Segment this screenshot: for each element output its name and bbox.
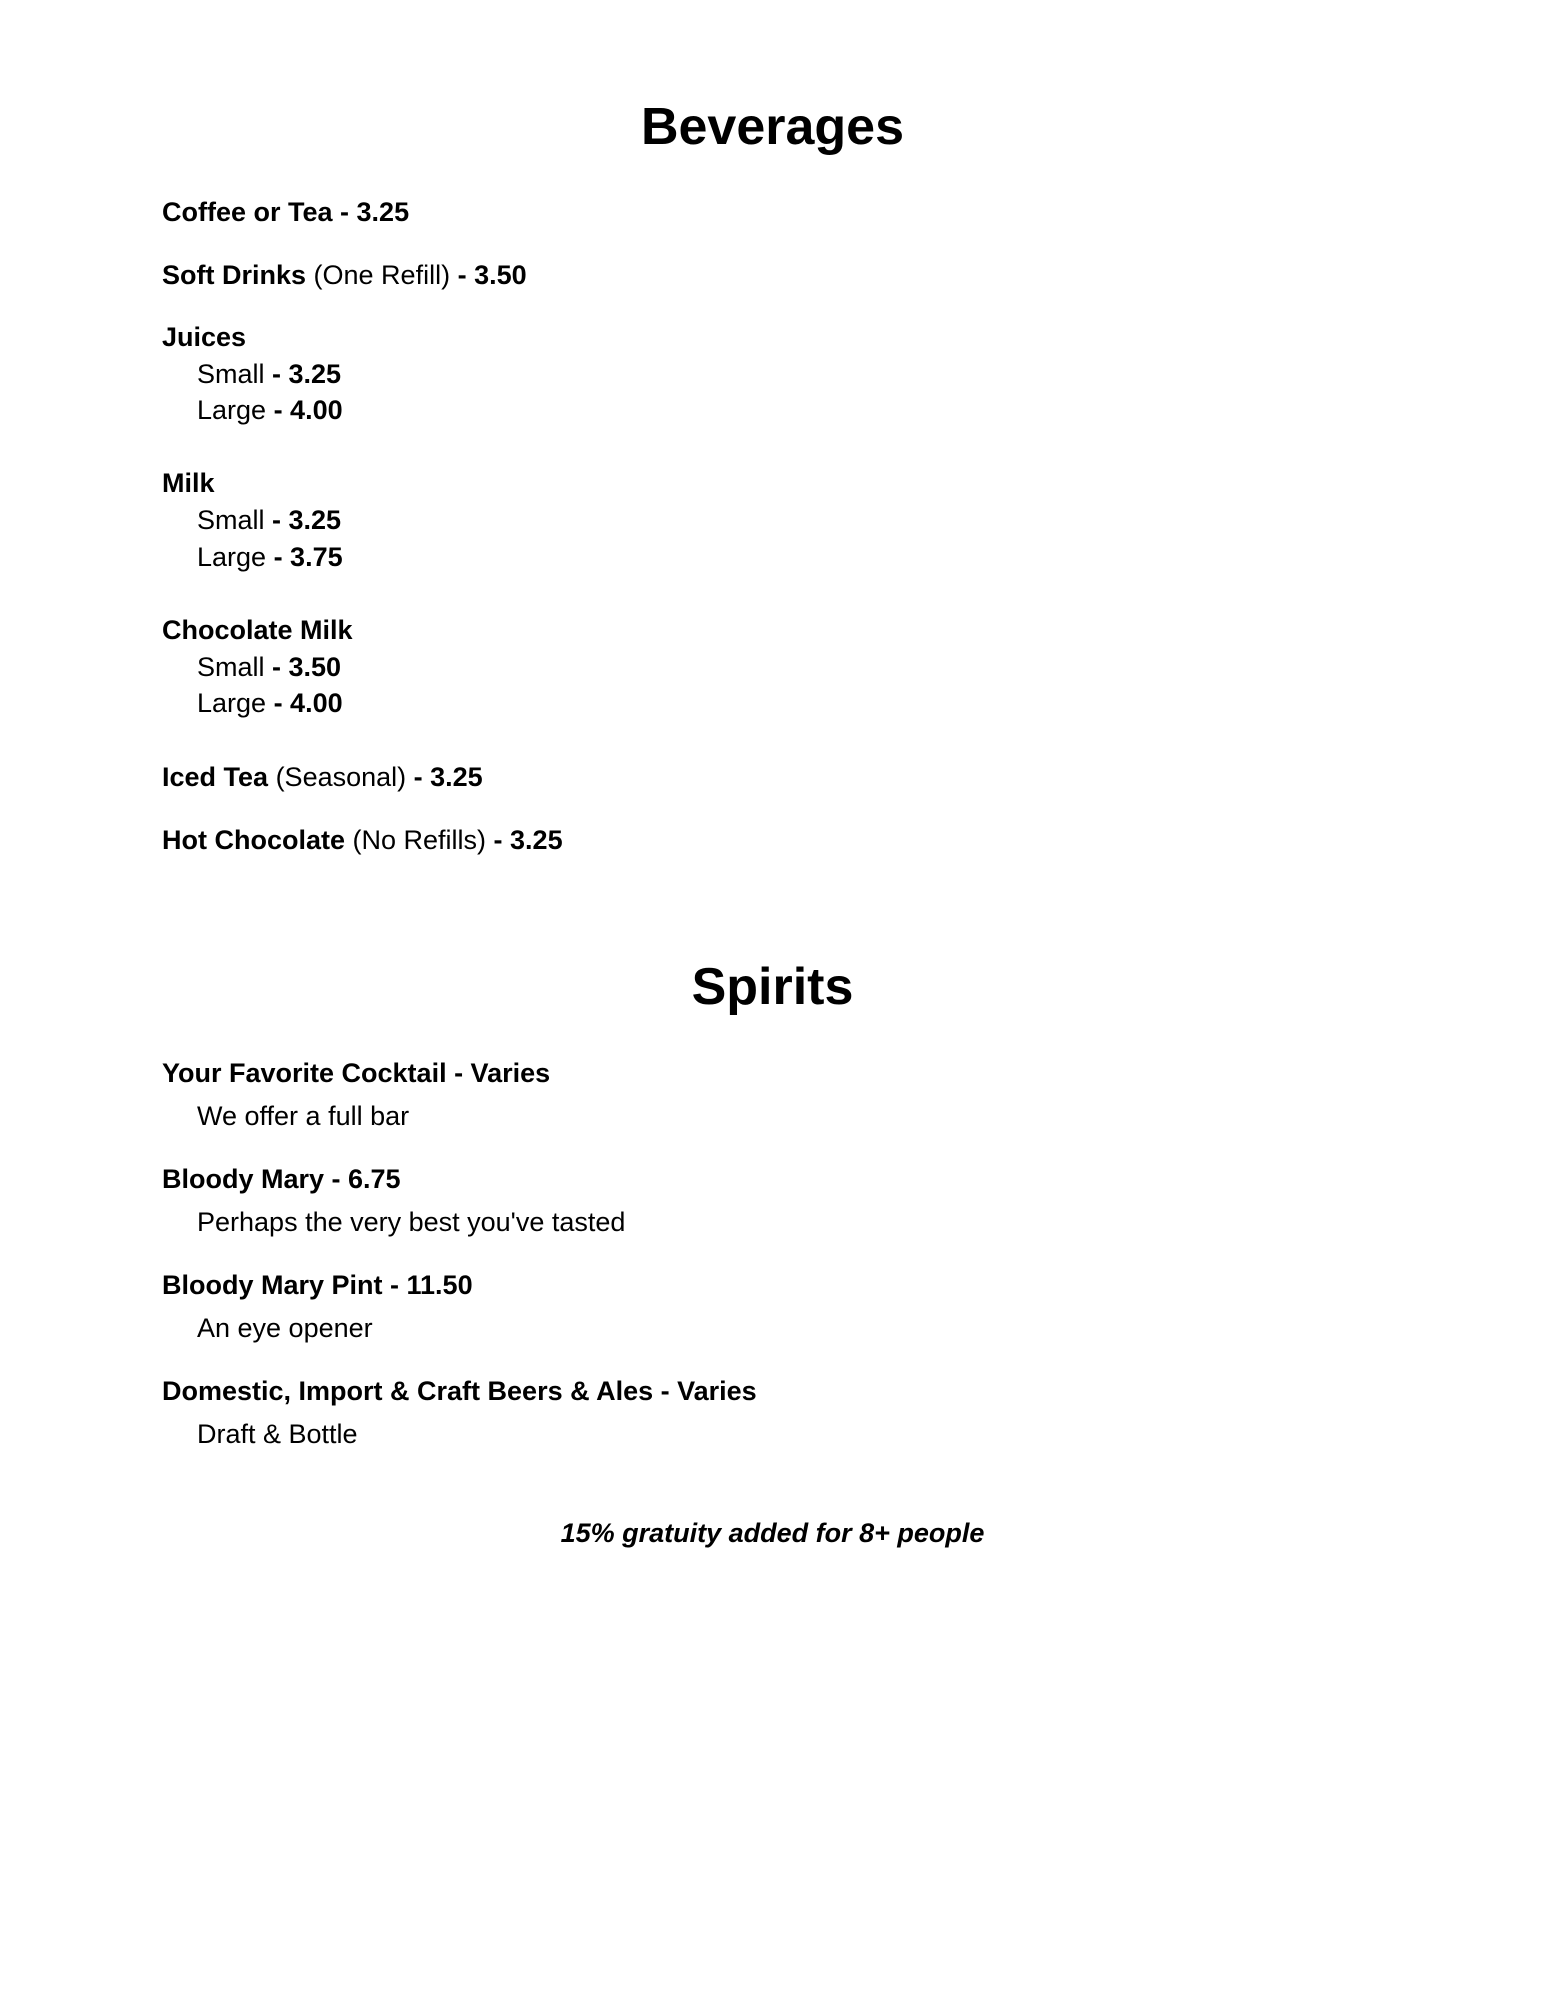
price-separator: - xyxy=(332,197,357,227)
item-hot-chocolate xyxy=(162,823,563,857)
item-name: Iced Tea xyxy=(162,762,269,792)
juices-small xyxy=(197,357,341,391)
item-beers-ales: Domestic, Import & Craft Beers & Ales - Varies xyxy=(162,1376,757,1406)
size-price: - 3.50 xyxy=(272,652,342,682)
item-price: 3.25 xyxy=(510,825,563,855)
chocolate-milk-large xyxy=(197,686,343,720)
size-price: - 3.25 xyxy=(272,359,342,389)
item-price: 3.25 xyxy=(430,762,483,792)
price-separator: - xyxy=(413,762,431,792)
item-cocktail: Your Favorite Cocktail - Varies xyxy=(162,1058,551,1088)
item-bloody-mary-pint: Bloody Mary Pint - 11.50 xyxy=(162,1270,473,1300)
gratuity-note: 15% gratuity added for 8+ people xyxy=(560,1518,985,1548)
item-iced-tea xyxy=(162,760,483,794)
item-bloody-mary: Bloody Mary - 6.75 xyxy=(162,1164,401,1194)
bloody-mary-description: Perhaps the very best you've tasted xyxy=(197,1207,626,1237)
item-name: Soft Drinks xyxy=(162,260,307,290)
beverages-title: Beverages xyxy=(640,98,905,156)
size-label: Large xyxy=(197,688,274,718)
item-name: Coffee or Tea xyxy=(162,197,333,227)
size-label: Large xyxy=(197,395,274,425)
cocktail-description: We offer a full bar xyxy=(197,1101,410,1131)
item-price: 3.25 xyxy=(356,197,410,227)
juices-large xyxy=(197,393,343,427)
size-price: - 4.00 xyxy=(273,395,343,425)
item-chocolate-milk xyxy=(162,613,353,647)
item-name: Hot Chocolate xyxy=(162,825,346,855)
size-price: - 4.00 xyxy=(273,688,343,718)
spirits-title: Spirits xyxy=(691,958,854,1016)
item-note: (One Refill) xyxy=(306,260,458,290)
chocolate-milk-small xyxy=(197,650,341,684)
item-name: Juices xyxy=(162,322,247,352)
item-juices xyxy=(162,320,246,354)
size-label: Small xyxy=(197,652,273,682)
item-coffee-tea xyxy=(162,195,409,229)
size-label: Small xyxy=(197,505,273,535)
price-separator: - xyxy=(457,260,475,290)
milk-large xyxy=(197,540,343,574)
size-price: - 3.25 xyxy=(272,505,342,535)
milk-small xyxy=(197,503,341,537)
item-price: 3.50 xyxy=(474,260,527,290)
size-price: - 3.75 xyxy=(273,542,343,572)
price-separator: - xyxy=(493,825,511,855)
item-soft-drinks xyxy=(162,258,527,292)
bloody-mary-pint-description: An eye opener xyxy=(197,1313,373,1343)
size-label: Small xyxy=(197,359,273,389)
size-label: Large xyxy=(197,542,274,572)
item-milk xyxy=(162,466,215,500)
item-name: Milk xyxy=(162,468,215,498)
item-name: Chocolate Milk xyxy=(162,615,353,645)
item-note: (Seasonal) xyxy=(268,762,414,792)
beers-ales-description: Draft & Bottle xyxy=(197,1419,358,1449)
item-note: (No Refills) xyxy=(345,825,494,855)
